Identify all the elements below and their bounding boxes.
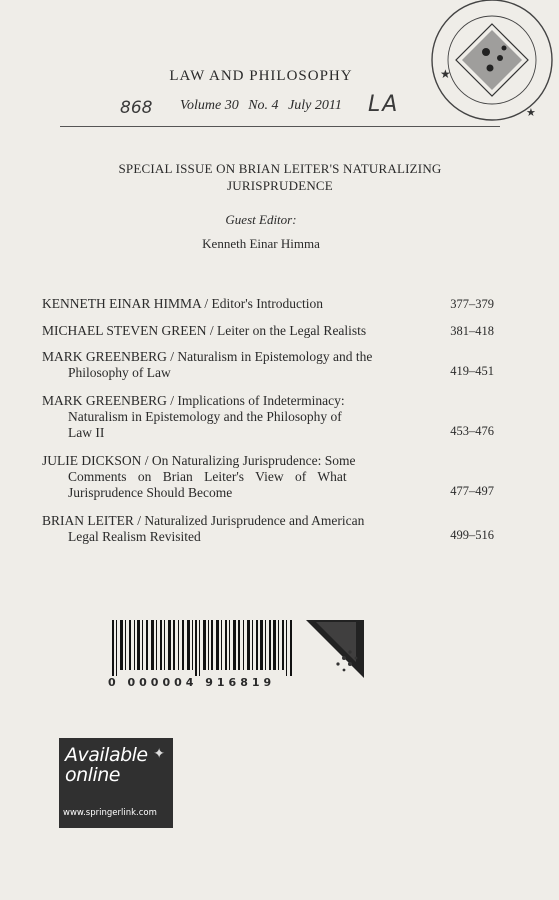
toc-entry: MARK GREENBERG / Naturalism in Epistemology and the Philosophy of Law 419–451	[42, 349, 494, 380]
springerlink-url: www.springerlink.com	[63, 808, 157, 818]
toc-entry: BRIAN LEITER / Naturalized Jurisprudence and American Legal Realism Revisited 499–516	[42, 513, 494, 544]
toc-pages: 419–451	[450, 364, 494, 378]
toc-pages: 499–516	[450, 528, 494, 542]
journal-title: LAW AND PHILOSOPHY	[169, 68, 353, 84]
toc-entry: MICHAEL STEVEN GREEN / Leiter on the Legal Realists 381–418	[42, 323, 494, 338]
toc-entry: MARK GREENBERG / Implications of Indeterminacy: Naturalism in Epistemology and the Philosophy of Law II 453–476	[42, 393, 494, 440]
toc-pages: 381–418	[450, 324, 494, 338]
handwritten-mark: LA	[368, 92, 400, 117]
volume: Volume 30	[180, 98, 239, 113]
issue-date: July 2011	[288, 98, 342, 113]
issue-number: No. 4	[248, 98, 279, 113]
sparkle-icon: ✦	[153, 747, 165, 762]
toc-entry: JULIE DICKSON / On Naturalizing Jurisprudence: Some Comments on Brian Leiter's View of What Jurisprudence Should Become 477–497	[42, 453, 494, 500]
springer-corner-logo-icon	[306, 620, 364, 678]
toc-pages: 477–497	[450, 484, 494, 498]
volume-line	[180, 98, 348, 114]
available-online-badge: ✦ Available online www.springerlink.com	[59, 738, 173, 828]
toc-pages: 377–379	[450, 297, 494, 311]
svg-text:★: ★	[440, 67, 451, 81]
header-divider	[60, 126, 500, 127]
special-issue-heading: SPECIAL ISSUE ON BRIAN LEITER'S NATURALIZING JURISPRUDENCE	[118, 161, 442, 193]
table-of-contents	[42, 296, 502, 545]
library-stamp-icon	[414, 0, 559, 132]
guest-editor-label: Guest Editor:	[225, 212, 297, 227]
toc-entry: KENNETH EINAR HIMMA / Editor's Introduction 377–379	[42, 296, 494, 311]
svg-text:★: ★	[526, 106, 536, 119]
handwritten-number: 868	[120, 98, 153, 118]
guest-editor-name: Kenneth Einar Himma	[202, 236, 320, 251]
toc-pages: 453–476	[450, 424, 494, 438]
barcode-icon	[100, 620, 306, 678]
barcode-digits: 0 000004 916819	[108, 676, 276, 689]
